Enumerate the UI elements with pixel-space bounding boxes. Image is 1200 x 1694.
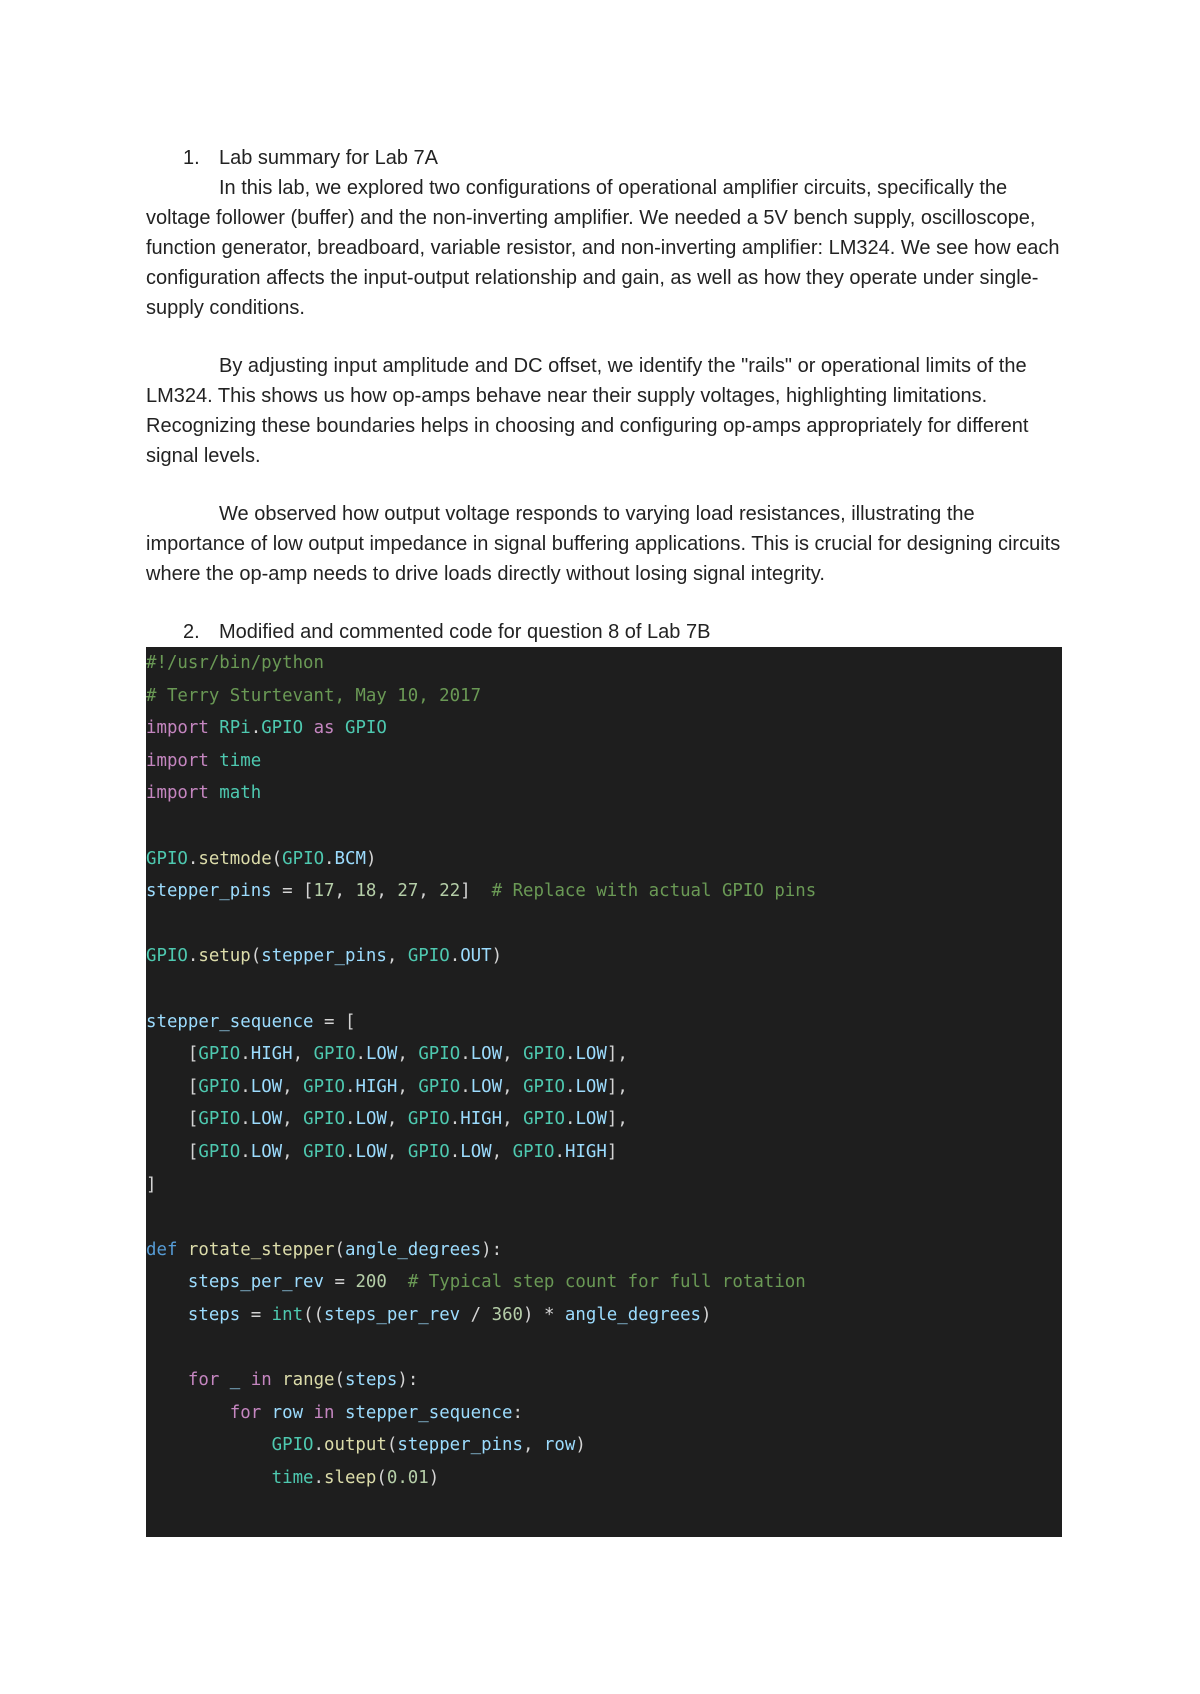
code-token xyxy=(146,1468,272,1488)
code-token: . xyxy=(460,1044,471,1065)
code-token: = xyxy=(324,1272,356,1293)
code-token: LOW xyxy=(365,1044,398,1065)
code-token: HIGH xyxy=(250,1044,293,1065)
code-token: stepper_pins xyxy=(146,881,272,902)
code-line xyxy=(146,1103,1062,1136)
code-token: LOW xyxy=(460,1141,492,1162)
code-token: . xyxy=(564,1076,576,1097)
code-token: angle_degrees xyxy=(564,1304,702,1325)
code-token: GPIO xyxy=(523,1044,565,1065)
code-token: (( xyxy=(303,1304,325,1325)
code-token: import xyxy=(146,783,220,804)
code-token: GPIO xyxy=(146,848,188,869)
code-token: import xyxy=(146,750,220,771)
code-line xyxy=(146,1266,1062,1299)
code-token: : xyxy=(512,1402,523,1423)
code-token: 200 xyxy=(355,1272,387,1293)
code-line xyxy=(146,1136,1062,1169)
code-token: . xyxy=(240,1141,251,1162)
code-token: . xyxy=(240,1076,251,1097)
section-title: Modified and commented code for question 8 of Lab 7B xyxy=(219,621,711,643)
code-line xyxy=(146,1071,1062,1104)
code-token: . xyxy=(345,1109,356,1130)
code-token: , xyxy=(502,1076,524,1097)
code-token: ( xyxy=(334,1239,345,1260)
code-token: # Replace with actual GPIO pins xyxy=(491,881,817,902)
code-token: , xyxy=(397,1076,419,1097)
code-token: GPIO xyxy=(198,1141,241,1162)
code-token: . xyxy=(554,1141,565,1162)
code-token: OUT xyxy=(460,946,492,967)
code-token xyxy=(387,1272,408,1292)
code-token: LOW xyxy=(250,1141,283,1162)
code-token: steps xyxy=(345,1370,398,1391)
code-token: , xyxy=(282,1109,304,1130)
code-line xyxy=(146,940,1062,973)
code-token: GPIO xyxy=(418,1076,461,1097)
code-token: RPi xyxy=(219,718,251,739)
code-line xyxy=(146,1038,1062,1071)
code-token: GPIO xyxy=(523,1109,565,1130)
code-token: HIGH xyxy=(460,1109,503,1130)
code-token: 18 xyxy=(355,881,377,902)
code-token: in xyxy=(313,1402,345,1423)
code-token: steps_per_rev xyxy=(187,1272,325,1293)
code-token: GPIO xyxy=(303,1076,345,1097)
code-line xyxy=(146,1364,1062,1397)
code-token: LOW xyxy=(575,1109,607,1130)
code-line xyxy=(146,1429,1062,1462)
code-token: , xyxy=(282,1076,304,1097)
code-token: . xyxy=(564,1109,576,1130)
code-token: . xyxy=(187,848,199,869)
code-token: ] xyxy=(146,1174,157,1195)
code-token: 22 xyxy=(439,881,461,902)
code-token: = xyxy=(240,1304,272,1325)
code-token: GPIO xyxy=(271,1435,314,1456)
code-token: _ xyxy=(229,1370,251,1391)
code-line xyxy=(146,810,1062,843)
summary-paragraph: By adjusting input amplitude and DC offset, we identify the "rails" or operational limits of the LM324. This shows us how op-amps behave near their supply voltages, highlighting limitations. Recognizing these boundaries helps in choosing and configuring op-amps appropriately for different signal levels. xyxy=(146,355,1029,467)
code-token: LOW xyxy=(250,1109,283,1130)
code-token: stepper_sequence xyxy=(146,1011,314,1032)
code-token xyxy=(146,1272,188,1292)
code-block xyxy=(146,647,1062,1537)
code-token: , xyxy=(376,881,398,902)
code-token: ( xyxy=(250,946,262,967)
code-token: ], xyxy=(606,1044,628,1065)
code-token: , xyxy=(386,946,408,967)
code-token: . xyxy=(449,1109,461,1130)
code-token: , xyxy=(491,1141,513,1162)
code-token: GPIO xyxy=(313,1044,356,1065)
code-token xyxy=(146,1370,188,1390)
code-token: ) xyxy=(701,1304,712,1325)
code-token: output xyxy=(324,1435,387,1456)
code-token: . xyxy=(324,848,335,869)
code-token: stepper_pins xyxy=(261,946,387,967)
code-token: ], xyxy=(606,1076,628,1097)
code-token: steps xyxy=(187,1304,241,1325)
code-token: ], xyxy=(606,1109,628,1130)
code-token: [ xyxy=(146,1109,199,1130)
code-token: LOW xyxy=(470,1076,503,1097)
code-token: / xyxy=(460,1304,492,1325)
code-token: LOW xyxy=(355,1141,387,1162)
code-token: [ xyxy=(146,1044,199,1065)
code-token: , xyxy=(502,1044,524,1065)
code-token: . xyxy=(460,1076,471,1097)
code-token: ) xyxy=(491,946,503,967)
code-line xyxy=(146,1201,1062,1234)
code-token: = [ xyxy=(313,1011,356,1032)
code-token: , xyxy=(292,1044,314,1065)
summary-paragraph: In this lab, we explored two configurations of operational amplifier circuits, specifically the voltage follower (buffer) and the non-inverting amplifier. We needed a 5V bench supply, oscilloscope, function generator, breadboard, variable resistor, and non-inverting amplifier: LM324. We see how each configuration affects the input-output relationship and gain, as well as how they operate under single-supply conditions. xyxy=(146,177,1060,319)
code-token: 17 xyxy=(313,881,335,902)
code-token: GPIO xyxy=(282,848,325,869)
code-line xyxy=(146,973,1062,1006)
code-token xyxy=(146,1403,230,1423)
code-line xyxy=(146,1169,1062,1202)
code-token: GPIO xyxy=(261,718,304,739)
code-token: ) xyxy=(365,848,377,869)
code-token: ( xyxy=(271,848,283,869)
code-token: . xyxy=(313,1467,325,1488)
code-token: LOW xyxy=(355,1109,387,1130)
code-token: ] xyxy=(606,1141,618,1162)
code-token: ( xyxy=(334,1370,345,1391)
code-token: . xyxy=(355,1044,366,1065)
code-token: range xyxy=(282,1370,335,1391)
code-token: . xyxy=(345,1141,356,1162)
code-line xyxy=(146,908,1062,941)
code-token: #!/usr/bin/python xyxy=(146,653,324,673)
code-token: [ xyxy=(146,1076,199,1097)
code-token: GPIO xyxy=(303,1141,345,1162)
code-token: ): xyxy=(397,1370,419,1391)
code-token: GPIO xyxy=(198,1076,241,1097)
code-token: steps_per_rev xyxy=(324,1304,461,1325)
code-token: ] xyxy=(460,881,492,902)
code-token xyxy=(146,1305,188,1325)
code-token: angle_degrees xyxy=(344,1239,482,1260)
code-token: ( xyxy=(376,1467,387,1488)
code-token: def xyxy=(146,1239,188,1260)
code-token: for xyxy=(229,1402,272,1423)
code-token: . xyxy=(187,946,199,967)
code-token: HIGH xyxy=(564,1141,607,1162)
code-token: setup xyxy=(198,946,251,967)
code-token: in xyxy=(250,1370,283,1391)
code-token: as xyxy=(303,718,345,739)
list-item-2-heading xyxy=(146,617,1062,647)
code-token: ): xyxy=(481,1239,503,1260)
code-token: # Terry Sturtevant, May 10, 2017 xyxy=(146,685,482,706)
code-token: LOW xyxy=(575,1044,607,1065)
code-token: GPIO xyxy=(198,1044,241,1065)
code-token: import xyxy=(146,718,220,739)
code-token: math xyxy=(219,783,262,804)
list-number: 1. xyxy=(183,147,200,169)
list-number: 2. xyxy=(183,621,200,643)
code-token: int xyxy=(271,1304,304,1325)
code-token: , xyxy=(386,1109,408,1130)
list-item-1-heading xyxy=(146,143,1062,173)
code-token: . xyxy=(449,946,461,967)
code-token: . xyxy=(250,718,262,739)
code-line xyxy=(146,1331,1062,1364)
code-token: , xyxy=(418,881,440,902)
section-title: Lab summary for Lab 7A xyxy=(219,147,438,169)
code-token: BCM xyxy=(334,848,366,869)
code-token: GPIO xyxy=(523,1076,565,1097)
code-token: row xyxy=(271,1402,314,1423)
code-token: stepper_pins xyxy=(397,1435,523,1456)
code-token: ) xyxy=(428,1467,440,1488)
code-token: time xyxy=(219,750,262,771)
code-token: setmode xyxy=(198,848,272,869)
code-token: 360 xyxy=(491,1304,524,1325)
code-token: sleep xyxy=(324,1467,377,1488)
code-token: . xyxy=(449,1141,461,1162)
code-token: GPIO xyxy=(146,946,188,967)
code-line xyxy=(146,1397,1062,1430)
code-token: 27 xyxy=(397,881,419,902)
code-token: ) xyxy=(575,1435,586,1456)
code-line xyxy=(146,1299,1062,1332)
code-line xyxy=(146,1462,1062,1495)
code-line xyxy=(146,1006,1062,1039)
code-token: , xyxy=(282,1141,304,1162)
code-token: HIGH xyxy=(355,1076,398,1097)
code-token: row xyxy=(543,1435,576,1456)
code-token: # Typical step count for full rotation xyxy=(407,1272,806,1293)
code-line xyxy=(146,843,1062,876)
code-line xyxy=(146,875,1062,908)
code-token: , xyxy=(522,1435,544,1456)
code-token: ) * xyxy=(523,1304,565,1325)
code-token: GPIO xyxy=(407,946,450,967)
code-token: LOW xyxy=(250,1076,283,1097)
code-line xyxy=(146,680,1062,713)
code-token: GPIO xyxy=(407,1141,450,1162)
summary-paragraph: We observed how output voltage responds to varying load resistances, illustrating the importance of low output impedance in signal buffering applications. This is crucial for designing circuits where the op-amp needs to drive loads directly without losing signal integrity. xyxy=(146,503,1061,585)
code-line xyxy=(146,745,1062,778)
code-token: . xyxy=(240,1044,251,1065)
document-page xyxy=(146,143,1062,1537)
code-line xyxy=(146,777,1062,810)
code-token: LOW xyxy=(470,1044,503,1065)
code-token: . xyxy=(345,1076,356,1097)
code-token: GPIO xyxy=(407,1109,450,1130)
code-token: , xyxy=(397,1044,419,1065)
code-token: time xyxy=(271,1467,314,1488)
code-token: ( xyxy=(386,1435,398,1456)
code-token: 0.01 xyxy=(386,1467,429,1488)
code-token: = [ xyxy=(271,881,314,902)
code-token: rotate_stepper xyxy=(187,1239,335,1260)
code-line xyxy=(146,1234,1062,1267)
code-token: GPIO xyxy=(303,1109,345,1130)
code-token: GPIO xyxy=(198,1109,241,1130)
code-token: , xyxy=(386,1141,408,1162)
code-token: , xyxy=(502,1109,524,1130)
code-token: GPIO xyxy=(344,718,387,739)
code-token: . xyxy=(240,1109,251,1130)
code-token: . xyxy=(564,1044,576,1065)
code-token: GPIO xyxy=(512,1141,555,1162)
code-token: for xyxy=(187,1370,230,1391)
code-token: [ xyxy=(146,1141,199,1162)
code-token: stepper_sequence xyxy=(344,1402,513,1423)
code-token xyxy=(146,1435,272,1455)
code-line xyxy=(146,647,1062,680)
code-token: LOW xyxy=(575,1076,607,1097)
code-token: , xyxy=(334,881,356,902)
code-token: GPIO xyxy=(418,1044,461,1065)
code-token: . xyxy=(313,1435,325,1456)
code-line xyxy=(146,712,1062,745)
